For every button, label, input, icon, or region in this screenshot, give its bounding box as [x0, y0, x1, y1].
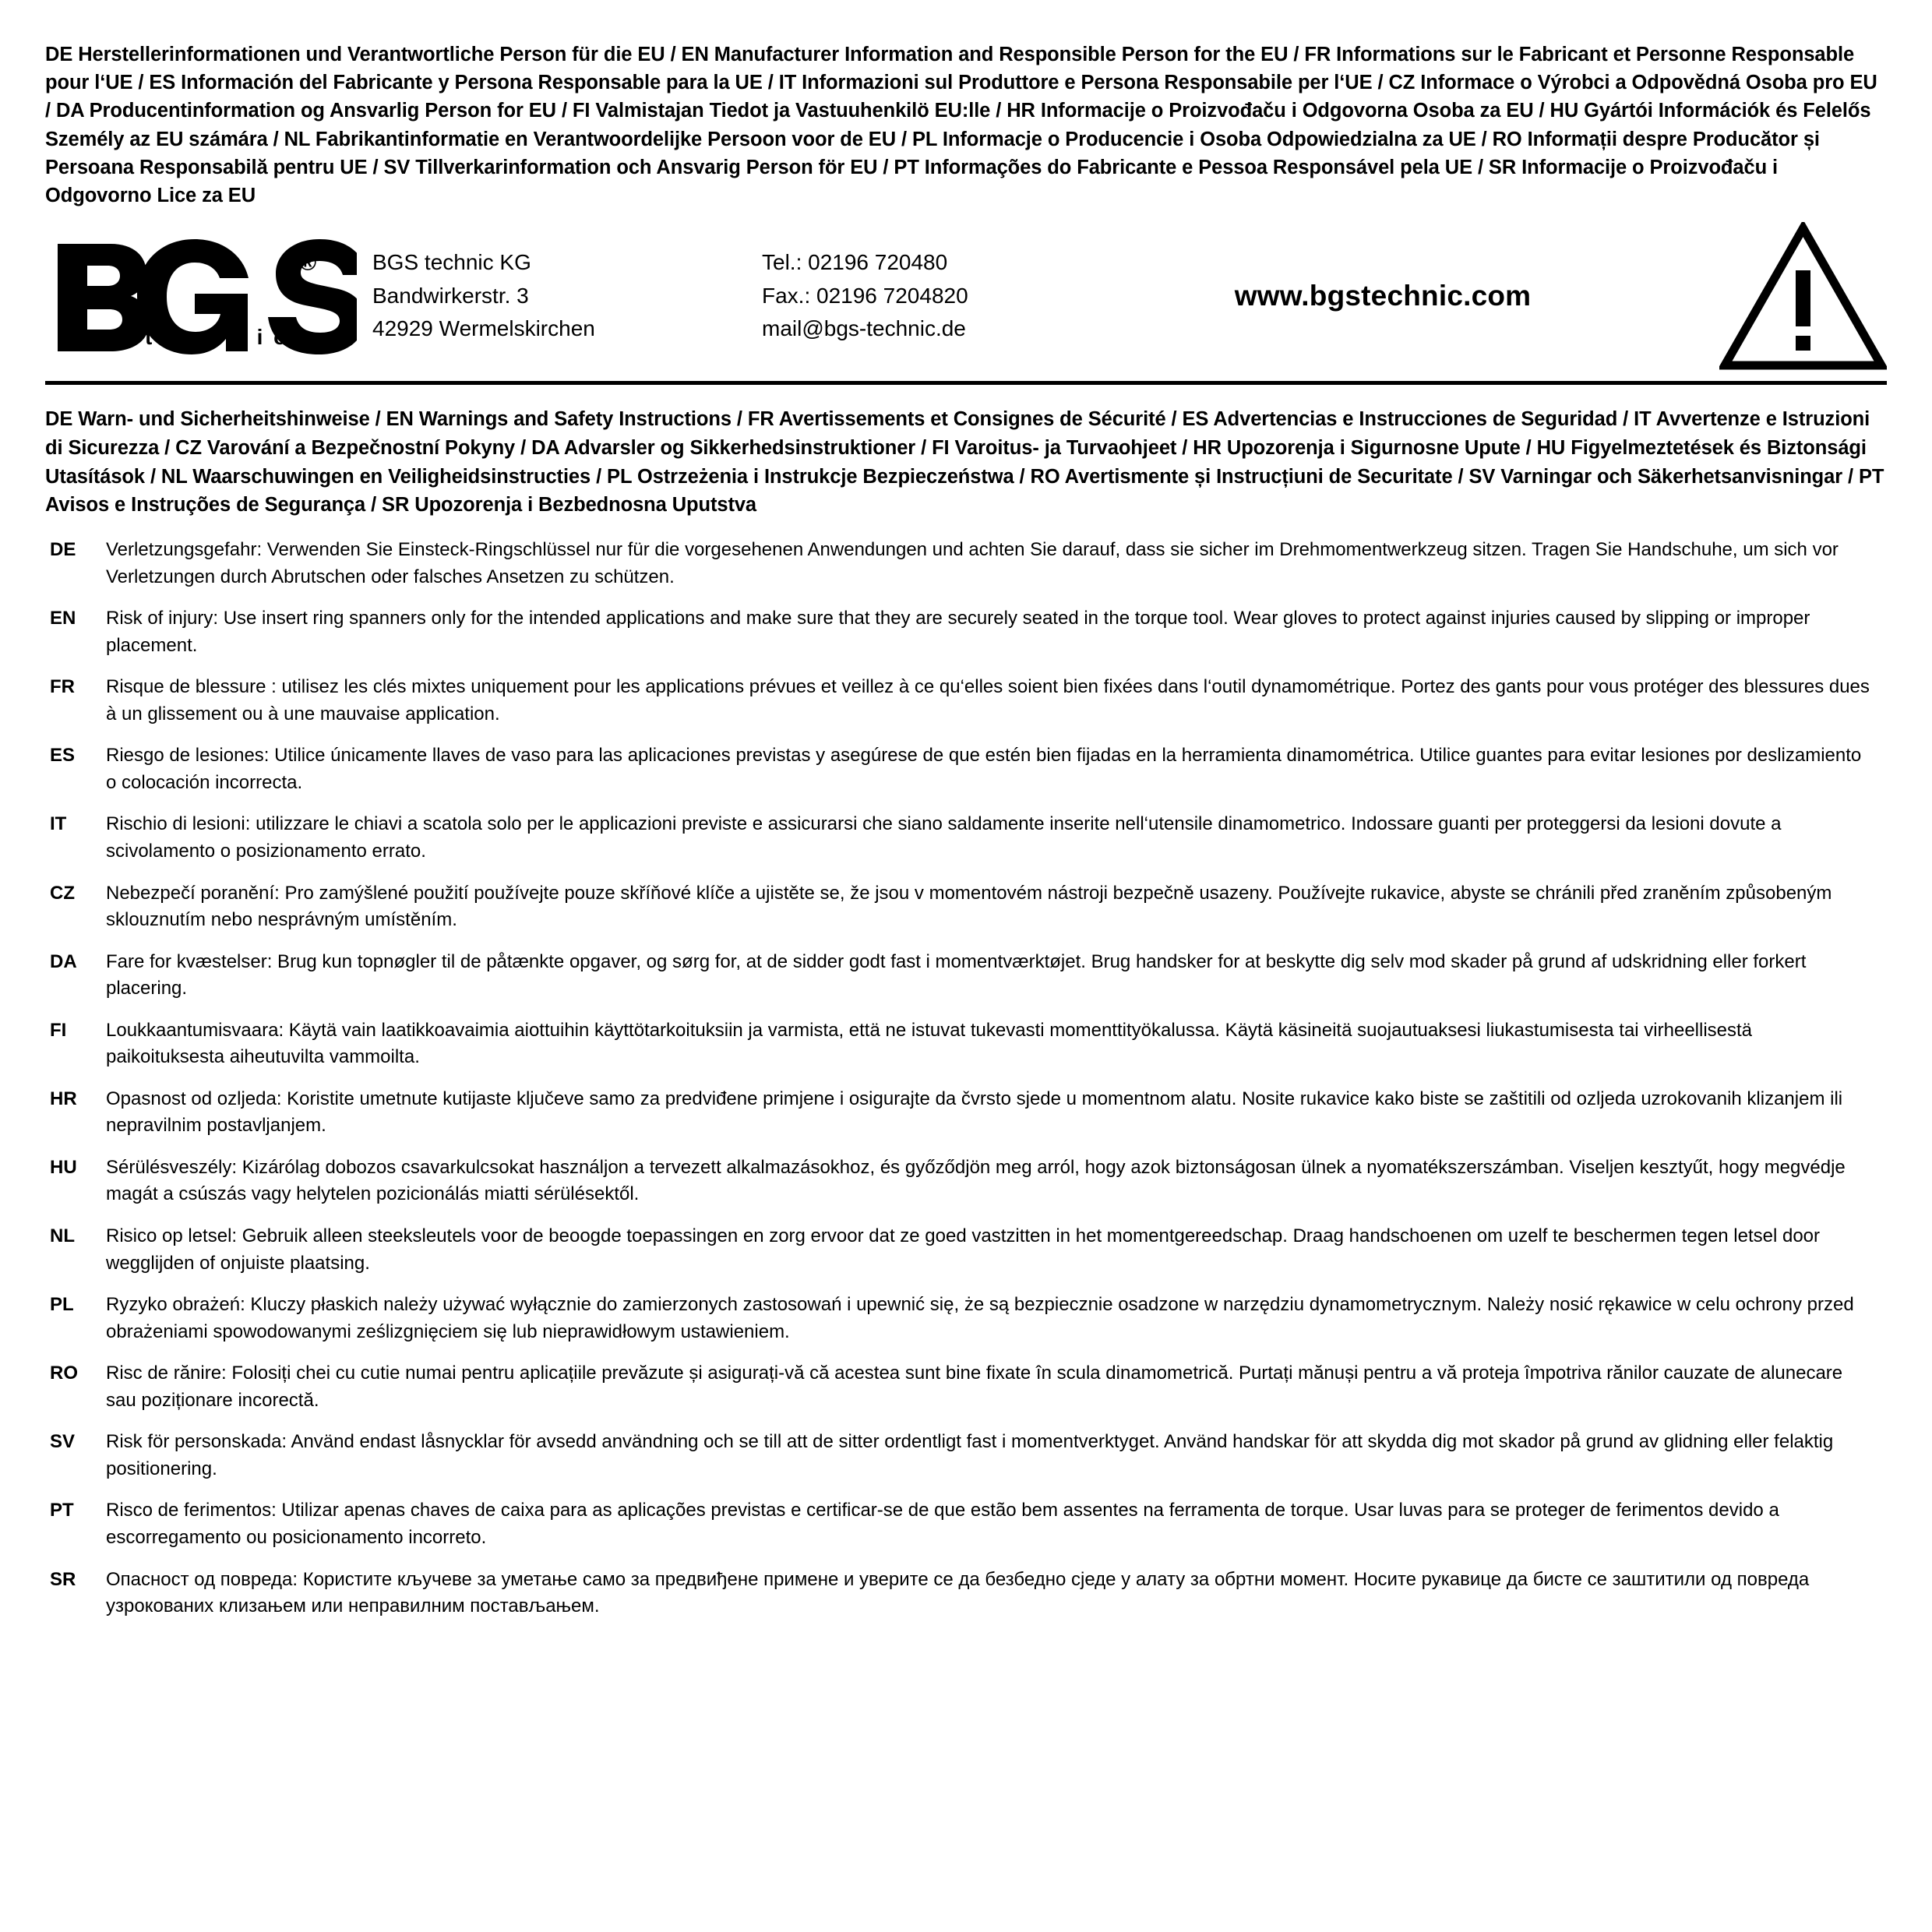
company-fax: Fax.: 02196 7204820 [762, 283, 968, 308]
language-text: Nebezpečí poranění: Pro zamýšlené použití používejte pouze skříňové klíče a ujistěte se, že jsou v momentovém nástroji bezpečně usazeny. Používejte rukavice, abyste se chránili před zraněním způsobeným sklouznutím nebo nesprávným umístěním. [106, 882, 1832, 931]
list-item [45, 1567, 1887, 1620]
list-item [45, 1429, 1887, 1482]
bgs-logo [45, 238, 365, 354]
list-item [45, 811, 1887, 865]
language-code: SV [50, 1431, 76, 1453]
language-text: Risco de ferimentos: Utilizar apenas chaves de caixa para as aplicações previstas e certificar-se de que estão bem assentes na ferramenta de torque. Usar luvas para se proteger de ferimentos devido a escorregamento ou posicionamento incorreto. [106, 1500, 1779, 1548]
language-text: Rischio di lesioni: utilizzare le chiavi a scatola solo per le applicazioni previste e assicurarsi che siano saldamente inserite nell‘utensile dinamometrico. Indossare guanti per proteggersi da lesioni dovute a scivolamento o posizionamento errato. [106, 813, 1782, 862]
list-item [45, 880, 1887, 934]
list-item [45, 1292, 1887, 1345]
language-code: RO [50, 1363, 78, 1384]
company-email: mail@bgs-technic.de [762, 316, 966, 341]
company-address [365, 246, 762, 346]
registered-trademark-symbol: ® [299, 250, 317, 277]
company-name: BGS technic KG [372, 250, 531, 275]
warning-triangle-graphic [1719, 222, 1887, 370]
language-code: PT [50, 1500, 74, 1521]
language-code: CZ [50, 882, 75, 904]
language-code: HR [50, 1088, 77, 1109]
list-item [45, 949, 1887, 1003]
company-contact [762, 246, 1089, 346]
list-item [45, 1155, 1887, 1208]
list-item [45, 1017, 1887, 1071]
language-text: Ryzyko obrażeń: Kluczy płaskich należy używać wyłącznie do zamierzonych zastosowań i upewnić się, że są bezpiecznie osadzone w narzędziu dynamometrycznym. Należy nosić rękawice w celu ochrony przed obrażeniami spowodowanymi ześlizgnięciem się lub nieprawidłowym ustawieniem. [106, 1294, 1854, 1342]
language-text: Опасност од повреда: Користите кључеве за уметање само за предвиђене примене и уверите се да безбедно сједе у алату за обртни момент. Носите рукавице да бисте се заштитили од повреда узрокованих клизањем или неправилним постављањем. [106, 1568, 1810, 1617]
language-text: Fare for kvæstelser: Brug kun topnøgler til de påtænkte opgaver, og sørg for, at de sidder godt fast i momentværktøjet. Brug handsker for at beskytte dig selv mod skader på grund af udskridning eller forkert placering. [106, 950, 1807, 999]
manufacturer-information-heading: DE Herstellerinformationen und Verantwortliche Person für die EU / EN Manufacturer Information and Responsible Person for the EU / FR Informations sur le Fabricant et Personne Responsable pour l‘UE / ES Información del Fabricante y Persona Responsable para la UE / IT Informazioni sul Produttore e Persona Responsabile per l‘UE / CZ Informace o Výrobci a Odpovědná Osoba pro EU / DA Producentinformation og Ansvarlig Person for EU / FI Valmistajan Tiedot ja Vastuuhenkilö EU:lle / HR Informacije o Proizvođaču i Odgovorna Osoba za EU / HU Gyártói Információk és Felelős Személy az EU számára / NL Fabrikantinformatie en Verantwoordelijke Persoon voor de EU / PL Informacje o Producencie i Osoba Odpowiedzialna za UE / RO Informații despre Producător și Persoana Responsabilă pentru UE / SV Tillverkarinformation och Ansvarig Person för EU / PT Informações do Fabricante e Pessoa Responsável pela UE / SR Informacije o Proizvođaču i Odgovorno Lice za EU [45, 44, 1877, 207]
language-text: Risk of injury: Use insert ring spanners only for the intended applications and make sure that they are securely seated in the torque tool. Wear gloves to protect against injuries caused by slipping or improper placement. [106, 608, 1810, 656]
language-code: DE [50, 539, 76, 561]
language-code: DA [50, 950, 77, 972]
language-text: Risico op letsel: Gebruik alleen steeksleutels voor de beoogde toepassingen en zorg ervoor dat ze goed vastzitten in het momentgereedschap. Draag handschoenen om uzelf te beschermen tegen letsel door wegglijden of onjuiste plaatsing. [106, 1225, 1821, 1274]
language-text: Sérülésveszély: Kizárólag dobozos csavarkulcsokat használjon a tervezett alkalmazásokhoz, és győződjön meg arról, hogy azok biztonságosan ülnek a nyomatékszerszámban. Viseljen kesztyűt, hogy megvédje magát a csúszás vagy helytelen pozicionálás miatti sérülésektől. [106, 1156, 1846, 1205]
language-text: Risque de blessure : utilisez les clés mixtes uniquement pour les applications prévues et veillez à ce qu‘elles soient bien fixées dans l‘outil dynamométrique. Portez des gants pour vous protéger des blessures dues à un glissement ou à une mauvaise application. [106, 676, 1870, 724]
language-code: FR [50, 676, 75, 698]
language-text: Risk för personskada: Använd endast låsnycklar för avsedd användning och se till att de sitter ordentligt fast i momentverktyget. Använd handskar för att skydda dig mot skador på grund av glidning eller felaktig positionering. [106, 1431, 1834, 1479]
list-item [45, 1497, 1887, 1551]
list-item [45, 1223, 1887, 1277]
language-code: PL [50, 1294, 74, 1316]
list-item [45, 605, 1887, 659]
list-item [45, 1086, 1887, 1140]
language-code: NL [50, 1225, 75, 1247]
language-code: IT [50, 813, 67, 835]
language-text: Riesgo de lesiones: Utilice únicamente llaves de vaso para las aplicaciones previstas y asegúrese de que estén bien fijadas en la herramienta dinamométrica. Utilice guantes para evitar lesiones por deslizamiento o colocación incorrecta. [106, 745, 1862, 793]
list-item [45, 674, 1887, 728]
language-instructions-list [45, 537, 1887, 1620]
list-item [45, 537, 1887, 591]
company-website: www.bgstechnic.com [1234, 280, 1532, 312]
company-telephone: Tel.: 02196 720480 [762, 250, 948, 275]
warnings-and-safety-instructions-heading: DE Warn- und Sicherheitshinweise / EN Warnings and Safety Instructions / FR Avertissements et Consignes de Sécurité / ES Advertencias e Instrucciones de Seguridad / IT Avvertenze e Istruzioni di Sicurezza / CZ Varování a Bezpečnostní Pokyny / DA Advarsler og Sikkerhedsinstruktioner / FI Varoitus- ja Turvaohjeet / HR Upozorenja i Sigurnosne Upute / HU Figyelmeztetések és Biztonsági Utasítások / NL Waarschuwingen en Veiligheidsinstructies / PL Ostrzeżenia i Instrukcje Bezpieczeństwa / RO Avertismente și Instrucțiuni de Securitate / SV Varningar och Säkerhetsanvisningar / PT Avisos e Instruções de Segurança / SR Upozorenja i Bezbednosna Uputstva [45, 408, 1884, 516]
list-item [45, 742, 1887, 796]
list-item [45, 1360, 1887, 1414]
language-text: Opasnost od ozljeda: Koristite umetnute kutijaste ključeve samo za predviđene primjene i osigurajte da čvrsto sjede u momentnom alatu. Nosite rukavice kako biste se zaštitili od ozljeda uzrokovanih klizanjem ili nepravilnim postavljanjem. [106, 1088, 1843, 1137]
language-code: EN [50, 608, 76, 629]
warning-triangle-icon [1708, 222, 1887, 370]
company-information-block [45, 216, 1887, 385]
company-city: 42929 Wermelskirchen [372, 316, 595, 341]
language-code: FI [50, 1019, 67, 1041]
language-text: Verletzungsgefahr: Verwenden Sie Einsteck-Ringschlüssel nur für die vorgesehenen Anwendungen und achten Sie darauf, dass sie sicher im Drehmomentwerkzeug sitzen. Tragen Sie Handschuhe, um sich vor Verletzungen durch Abrutschen oder falsches Ansetzen zu schützen. [106, 539, 1839, 587]
language-code: HU [50, 1156, 77, 1178]
language-code: ES [50, 745, 76, 767]
language-text: Risc de rănire: Folosiți chei cu cutie numai pentru aplicațiile prevăzute și asigurați-vă că acestea sunt bine fixate în scula dinamometrică. Purtați mănuși pentru a vă proteja împotriva rănilor cauzate de alunecare sau poziționare incorectă. [106, 1363, 1843, 1411]
bgs-logo-subtext: t e c h n i c [145, 325, 288, 350]
language-text: Loukkaantumisvaara: Käytä vain laatikkoavaimia aiottuihin käyttötarkoituksiin ja varmista, että ne istuvat tukevasti momenttityökalussa. Käytä käsineitä suojautuaksesi liukastumisesta tai virheellisestä paikoituksesta aiheutuvilta vammoilta. [106, 1019, 1753, 1068]
language-code: SR [50, 1568, 76, 1590]
company-street: Bandwirkerstr. 3 [372, 283, 529, 308]
